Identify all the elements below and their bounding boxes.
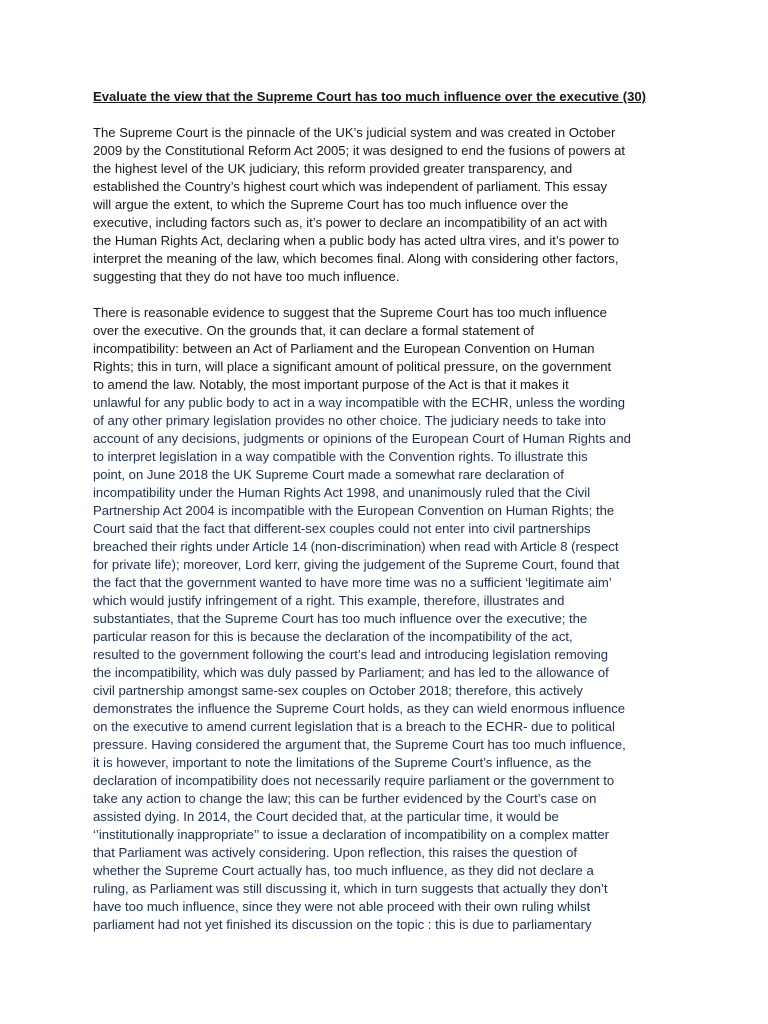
text-line: the highest level of the UK judiciary, this reform provided greater transparency, and — [93, 161, 573, 176]
text-line: There is reasonable evidence to suggest that the Supreme Court has too much influence — [93, 305, 607, 320]
text-line: of any other primary legislation provides no other choice. The judiciary needs to take into — [93, 413, 606, 428]
text-line: incompatibility under the Human Rights Act 1998, and unanimously ruled that the Civil — [93, 485, 591, 500]
text-line: resulted to the government following the court’s lead and introducing legislation removing — [93, 647, 609, 662]
text-line: will argue the extent, to which the Supreme Court has too much influence over the — [93, 197, 569, 212]
text-line: demonstrates the influence the Supreme Court holds, as they can wield enormous influence — [93, 701, 626, 716]
text-line: unlawful for any public body to act in a way incompatible with the ECHR, unless the wording — [93, 395, 626, 410]
text-line: the incompatibility, which was duly passed by Parliament; and has led to the allowance of — [93, 665, 609, 680]
text-line: to amend the law. Notably, the most important purpose of the Act is that it makes it — [93, 377, 569, 392]
text-line: incompatibility: between an Act of Parliament and the European Convention on Human — [93, 341, 595, 356]
text-line: have too much influence, since they were not able proceed with their own ruling whilst — [93, 899, 591, 914]
text-line: pressure. Having considered the argument that, the Supreme Court has too much influence, — [93, 737, 626, 752]
text-line: established the Country’s highest court which was independent of parliament. This essay — [93, 179, 608, 194]
text-line: particular reason for this is because the declaration of the incompatibility of the act, — [93, 629, 573, 644]
text-line: whether the Supreme Court actually has, too much influence, as they did not declare a — [93, 863, 594, 878]
text-line: suggesting that they do not have too much influence. — [93, 269, 400, 284]
text-line: which would justify infringement of a right. This example, therefore, illustrates and — [93, 593, 565, 608]
essay-title: Evaluate the view that the Supreme Court has too much influence over the executive (30) — [93, 89, 646, 104]
text-line: on the executive to amend current legislation that is a breach to the ECHR- due to political — [93, 719, 615, 734]
text-line: substantiates, that the Supreme Court has too much influence over the executive; the — [93, 611, 588, 626]
text-line: account of any decisions, judgments or opinions of the European Court of Human Rights and — [93, 431, 631, 446]
text-line: parliament had not yet finished its discussion on the topic : this is due to parliamentary — [93, 917, 592, 932]
text-line: interpret the meaning of the law, which becomes final. Along with considering other factors, — [93, 251, 619, 266]
text-line: breached their rights under Article 14 (non-discrimination) when read with Article 8 (respect — [93, 539, 619, 554]
text-line: declaration of incompatibility does not necessarily require parliament or the government to — [93, 773, 615, 788]
text-line: to interpret legislation in a way compatible with the Convention rights. To illustrate this — [93, 449, 588, 464]
text-line: executive, including factors such as, it’s power to declare an incompatibility of an act with — [93, 215, 608, 230]
text-line: The Supreme Court is the pinnacle of the UK’s judicial system and was created in October — [93, 125, 616, 140]
text-line: civil partnership amongst same-sex couples on October 2018; therefore, this actively — [93, 683, 583, 698]
text-line: for private life); moreover, Lord kerr, giving the judgement of the Supreme Court, found that — [93, 557, 620, 572]
paragraph-argument — [93, 304, 675, 934]
paragraph-introduction — [93, 124, 675, 286]
text-line: that Parliament was actively considering. Upon reflection, this raises the question of — [93, 845, 577, 860]
text-line: ruling, as Parliament was still discussing it, which in turn suggests that actually they don’t — [93, 881, 608, 896]
text-line: 2009 by the Constitutional Reform Act 2005; it was designed to end the fusions of powers at — [93, 143, 626, 158]
text-line: over the executive. On the grounds that, it can declare a formal statement of — [93, 323, 535, 338]
text-line: Rights; this in turn, will place a significant amount of political pressure, on the government — [93, 359, 612, 374]
text-line: ‘’institutionally inappropriate’’ to issue a declaration of incompatibility on a complex matter — [93, 827, 610, 842]
text-line: it is however, important to note the limitations of the Supreme Court’s influence, as the — [93, 755, 592, 770]
text-line: the fact that the government wanted to have more time was no a sufficient ‘legitimate aim’ — [93, 575, 612, 590]
text-line: point, on June 2018 the UK Supreme Court made a somewhat rare declaration of — [93, 467, 564, 482]
document-body — [93, 88, 675, 952]
text-line: assisted dying. In 2014, the Court decided that, at the particular time, it would be — [93, 809, 559, 824]
text-line: Partnership Act 2004 is incompatible with the European Convention on Human Rights; the — [93, 503, 615, 518]
text-line: the Human Rights Act, declaring when a public body has acted ultra vires, and it’s power to — [93, 233, 619, 248]
text-line: Court said that the fact that different-sex couples could not enter into civil partnerships — [93, 521, 591, 536]
text-line: take any action to change the law; this can be further evidenced by the Court’s case on — [93, 791, 597, 806]
